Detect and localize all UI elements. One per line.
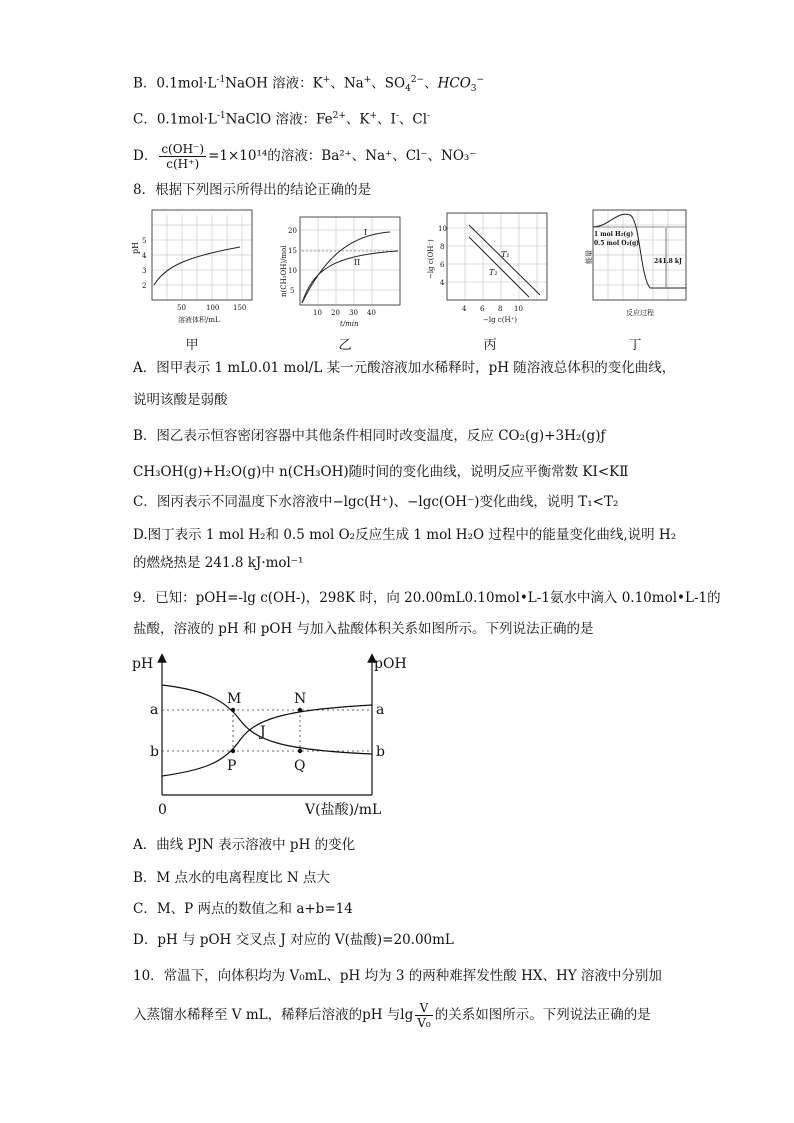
svg-text:pH: pH [131,241,140,254]
svg-text:50: 50 [177,304,186,312]
svg-text:4: 4 [440,279,445,287]
question-8-stem: 8．根据下列图示所得出的结论正确的是 [133,182,372,198]
svg-text:6: 6 [440,261,445,269]
q9-option-b: B．M 点水的电离程度比 N 点大 [133,870,330,886]
svg-text:反应过程: 反应过程 [626,309,654,317]
question-10-stem-1: 10．常温下，向体积均为 V₀mL、pH 均为 3 的两种难挥发性酸 HX、HY 溶液中分别加 [133,968,662,984]
figure-jia [130,205,260,325]
question-9-stem-1: 9．已知：pOH=-lg c(OH-)，298K 时，向 20.00mL0.10mol•L-1氨水中滴入 0.10mol•L-1的 [133,590,721,606]
svg-text:0: 0 [158,802,167,818]
curve-pjn [162,705,372,776]
svg-text:150: 150 [233,304,247,312]
svg-text:J: J [260,724,266,740]
svg-text:10: 10 [288,267,297,275]
q8-option-b-1: B．图乙表示恒容密闭容器中其他条件相同时改变温度，反应 CO₂(g)+3H₂(g)ƒ [133,428,606,444]
svg-text:M: M [227,691,242,707]
svg-text:Q: Q [294,758,306,774]
svg-text:pH: pH [132,656,154,672]
svg-text:−lg c(OH⁻): −lg c(OH⁻) [427,239,435,279]
point-p [231,749,235,753]
svg-text:a: a [150,702,159,718]
point-q [298,749,302,753]
svg-text:n(CH₃OH)/mol: n(CH₃OH)/mol [280,245,288,297]
svg-text:20: 20 [331,309,340,317]
figure-ding [578,205,693,325]
q9-option-a: A．曲线 PJN 表示溶液中 pH 的变化 [133,837,356,853]
svg-text:V(盐酸)/mL: V(盐酸)/mL [305,802,382,818]
svg-text:30: 30 [349,309,358,317]
svg-text:−lg c(H⁺): −lg c(H⁺) [483,316,517,324]
svg-text:20: 20 [288,227,297,235]
svg-text:40: 40 [367,309,376,317]
caption-yi: 乙 [338,338,352,353]
question-9-stem-2: 盐酸，溶液的 pH 和 pOH 与加入盐酸体积关系如图所示。下列说法正确的是 [133,621,594,637]
q9-option-c: C．M、P 两点的数值之和 a+b=14 [133,901,353,917]
svg-text:15: 15 [288,247,297,255]
option-prev-c: C．$0.1mol\cdot L^{-1}NaClO$ 溶液：$Fe^{2+}$、K+、I-、Cl- [133,111,431,128]
svg-text:溶液体积/mL: 溶液体积/mL [178,316,220,324]
svg-text:P: P [227,758,237,774]
svg-text:3: 3 [142,267,147,275]
svg-text:4: 4 [462,305,467,313]
svg-text:5: 5 [290,287,295,295]
q8-option-a-1: A．图甲表示 1 mL0.01 mol/L 某一元酸溶液加水稀释时，pH 随溶液总体积的变化曲线， [133,360,676,376]
svg-text:10: 10 [438,225,447,233]
point-m [231,708,235,712]
q9-option-d: D．pH 与 pOH 交叉点 J 对应的 V(盐酸)=20.00mL [133,932,454,948]
svg-text:N: N [294,691,307,707]
fraction-oh-over-h: $\frac{c(OH^-)}{c(H^+)}$ [161,142,205,171]
svg-text:T₂: T₂ [489,268,498,277]
option-prev-d: D． $\frac{c(OH^-)}{c(H^+)}$ =1×10¹⁴的溶液：Ba²⁺、Na⁺、Cl⁻、NO₃⁻ [133,142,477,171]
yi-curve-2 [302,251,398,303]
caption-bing: 丙 [483,338,497,353]
svg-text:b: b [376,744,385,760]
q8-option-c: C．图丙表示不同温度下水溶液中−lgc(H⁺)、−lgc(OH⁻)变化曲线，说明 T₁<T₂ [133,494,619,510]
caption-jia: 甲 [185,338,199,353]
bing-line-t1 [469,225,540,295]
figure-9-ph-poh [130,650,407,825]
svg-text:2: 2 [142,282,147,290]
caption-ding: 丁 [628,338,642,353]
svg-text:8: 8 [440,243,445,251]
svg-text:10: 10 [514,305,523,313]
q8-option-b-2: CH₃OH(g)+H₂O(g)中 n(CH₃OH)随时间的变化曲线，说明反应平衡常数 KⅠ<KⅡ [133,464,629,480]
svg-text:1 mol H₂(g): 1 mol H₂(g) [594,231,634,238]
svg-text:能量: 能量 [585,250,593,264]
svg-text:100: 100 [206,304,220,312]
svg-text:10: 10 [313,309,322,317]
q8-option-a-2: 说明该酸是弱酸 [133,392,228,408]
svg-text:II: II [354,258,361,267]
figure-bing [425,205,555,330]
svg-text:a: a [376,702,385,718]
fraction-v-over-v0: $\frac{V}{\text{V₀}}$ [417,1001,431,1030]
svg-text:b: b [150,744,159,760]
point-n [298,708,302,712]
curve-mjq [162,685,372,754]
svg-text:0.5 mol O₂(g): 0.5 mol O₂(g) [594,240,639,247]
yi-curve-1 [302,232,390,303]
q8-option-d-2: 的燃烧热是 241.8 kJ·mol⁻¹ [133,555,304,571]
svg-text:6: 6 [480,305,485,313]
svg-text:5: 5 [142,237,147,245]
svg-text:t/min: t/min [340,320,359,328]
figure-yi [278,205,408,330]
svg-text:8: 8 [498,305,503,313]
svg-text:pOH: pOH [374,656,407,672]
svg-text:241.8 kJ: 241.8 kJ [654,258,682,265]
svg-text:T₁: T₁ [501,250,510,259]
svg-text:4: 4 [142,252,147,260]
q8-option-d-1: D.图丁表示 1 mol H₂和 0.5 mol O₂反应生成 1 mol H₂O 过程中的能量变化曲线,说明 H₂ [133,527,677,543]
option-8-prev-b: B．$0.1mol\cdot L^{-1}NaOH$ 溶液：K+、Na+、$SO_4^{2-}$、$HCO_3^-$ [133,75,485,95]
question-10-stem-2: 入蒸馏水稀释至 V mL，稀释后溶液的pH 与lg $\frac{V}{\text{V₀}}$ 的关系如图所示。下列说法正确的是 [133,1001,651,1030]
svg-text:I: I [364,228,368,237]
